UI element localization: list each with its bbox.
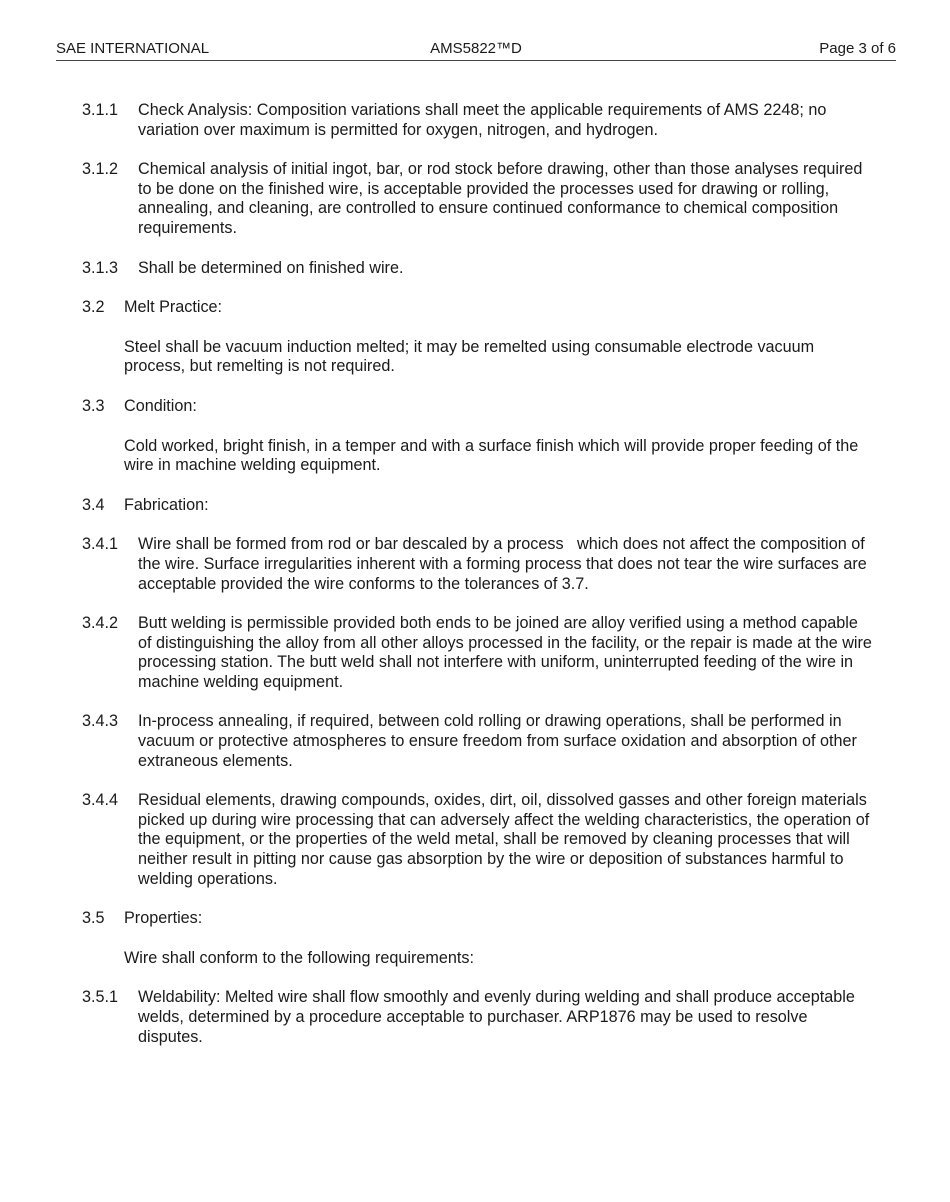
section-text: Properties: [124, 909, 203, 928]
section-number: 3.5.1 [82, 988, 119, 1007]
section-text: Wire shall be formed from rod or bar descaled by a process which does not affect the composition of the wire. Surface irregularities inherent with a forming process that does not tear the wire surfaces are acceptable provided the wire conforms to the tolerances of 3.7. [138, 535, 872, 593]
section-number: 3.1.2 [82, 160, 119, 179]
section-3-1-1 [82, 101, 872, 140]
section-number: 3.1.3 [82, 258, 119, 277]
section-text: Shall be determined on finished wire. [138, 258, 404, 277]
section-3-3 [82, 397, 872, 417]
section-number: 3.4 [82, 495, 105, 514]
section-text: Butt welding is permissible provided both ends to be joined are alloy verified using a method capable of distinguishing the alloy from all other alloys processed in the facility, or the repair is made at the wire processing station. The butt weld shall not interfere with uniform, uninterrupted feeding of the wire in machine welding equipment. [138, 614, 877, 691]
page-header [56, 40, 896, 61]
section-3-4 [82, 496, 872, 516]
section-3-1-3 [82, 259, 872, 279]
section-paragraph: Steel shall be vacuum induction melted; it may be remelted using consumable electrode vacuum process, but remelting is not required. [124, 337, 815, 376]
section-3-4-2 [82, 614, 877, 692]
section-text: In-process annealing, if required, between cold rolling or drawing operations, shall be performed in vacuum or protective atmospheres to ensure freedom from surface oxidation and absorption of other extraneous elements. [138, 712, 862, 770]
section-3-4-3 [82, 712, 872, 771]
section-number: 3.4.1 [82, 535, 119, 554]
section-text: Weldability: Melted wire shall flow smoothly and evenly during welding and shall produce acceptable welds, determined by a procedure acceptable to purchaser. ARP1876 may be used to resolve disputes. [138, 988, 860, 1046]
header-document-number: AMS5822™D [430, 40, 522, 57]
section-3-1-2 [82, 160, 872, 238]
section-number: 3.4.2 [82, 614, 119, 633]
document-body [82, 101, 877, 1067]
section-3-4-4 [82, 791, 872, 889]
section-3-4-1 [82, 535, 872, 594]
section-3-5-1 [82, 988, 872, 1047]
section-text: Melt Practice: [124, 298, 223, 317]
section-3-5 [82, 909, 872, 929]
section-text: Check Analysis: Composition variations shall meet the applicable requirements of AMS 2248; no variation over maximum is permitted for oxygen, nitrogen, and hydrogen. [138, 101, 831, 139]
header-page-number: Page 3 of 6 [819, 40, 896, 57]
section-paragraph: Wire shall conform to the following requirements: [124, 948, 474, 967]
section-text: Chemical analysis of initial ingot, bar, or rod stock before drawing, other than those analyses required to be done on the finished wire, is acceptable provided the processes used for drawing or rolling, annealing, and cleaning, are controlled to ensure continued conformance to chemical composition requirements. [138, 160, 867, 237]
section-number: 3.4.4 [82, 791, 119, 810]
section-number: 3.5 [82, 909, 105, 928]
section-number: 3.2 [82, 298, 105, 317]
section-text: Fabrication: [124, 495, 209, 514]
section-number: 3.1.1 [82, 101, 119, 119]
section-number: 3.4.3 [82, 712, 119, 731]
header-organization: SAE INTERNATIONAL [56, 40, 210, 57]
section-paragraph: Cold worked, bright finish, in a temper and with a surface finish which will provide proper feeding of the wire in machine welding equipment. [124, 436, 859, 475]
section-text: Residual elements, drawing compounds, oxides, dirt, oil, dissolved gasses and other foreign materials picked up during wire processing that can adversely affect the welding characteristics, the operation of the equipment, or the properties of the weld metal, shall be removed by cleaning processes that will neither result in pitting nor cause gas absorption by the wire or deposition of substances harmful to welding operations. [138, 791, 874, 888]
section-number: 3.3 [82, 396, 105, 415]
section-3-2 [82, 298, 872, 318]
section-text: Condition: [124, 396, 197, 415]
